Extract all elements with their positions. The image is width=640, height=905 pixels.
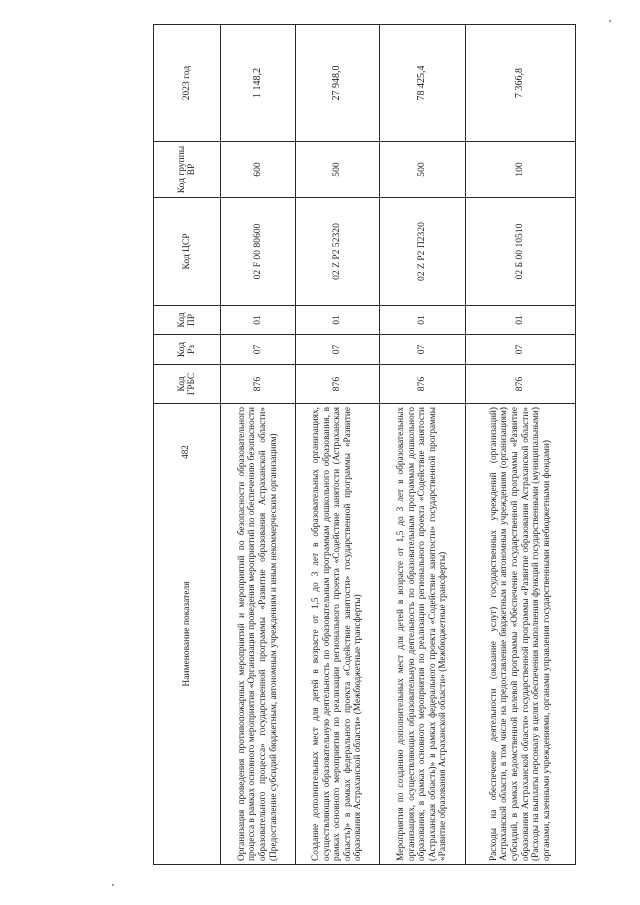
cell-rz: 07 xyxy=(466,335,576,365)
header-name: Наименование показателя xyxy=(154,404,221,865)
cell-grbs: 876 xyxy=(380,365,466,404)
table-header-row xyxy=(154,25,221,865)
header-year: 2023 год xyxy=(154,25,221,142)
header-rz: Код Рз xyxy=(154,335,221,365)
page-number: 482 xyxy=(180,445,190,459)
cell-amount: 7 366,8 xyxy=(466,25,576,142)
header-csr: Код ЦСР xyxy=(154,198,221,306)
cell-rz: 07 xyxy=(296,335,380,365)
cell-vr: 600 xyxy=(221,142,296,198)
scan-speck xyxy=(609,20,611,22)
cell-name: Расходы на обеспечение деятельности (оказание услуг) государственных учреждений (организаций) Астраханской области, в том числе на предоставление бюджетным и автономным учреждениям (организациям) субсидий, в рамках ведомственной целевой программы «Обеспечение государственной программы «Развитие образования Астраханской области» государственной программы «Развитие образования Астраханской области» (Расходы на выплаты персоналу в целях обеспечения выполнения функций государственными (муниципальными) органами, казенными учреждениями, органами управления государственными внебюджетными фондами) xyxy=(466,404,576,865)
cell-pr: 01 xyxy=(466,306,576,335)
cell-amount: 27 948,0 xyxy=(296,25,380,142)
cell-amount: 1 148,2 xyxy=(221,25,296,142)
cell-rz: 07 xyxy=(380,335,466,365)
table-row xyxy=(466,25,576,865)
table-row xyxy=(380,25,466,865)
header-pr: Код ПР xyxy=(154,306,221,335)
cell-vr: 100 xyxy=(466,142,576,198)
cell-name: Организация проведения противопожарных мероприятий и мероприятий по безопасности образовательного процесса в рамках основного мероприятия «Организация проведения мероприятий по обеспечению безопасности образовательного процесса» государственной программы «Развитие образования Астраханской области» (Предоставление субсидий бюджетным, автономным учреждениям и иным некоммерческим организациям) xyxy=(221,404,296,865)
cell-grbs: 876 xyxy=(466,365,576,404)
cell-csr: 02 Z P2 52320 xyxy=(296,198,380,306)
cell-pr: 01 xyxy=(380,306,466,335)
cell-csr: 02 Б 00 10510 xyxy=(466,198,576,306)
table-row xyxy=(296,25,380,865)
scan-speck xyxy=(112,884,114,886)
header-grbs: Код ГРБС xyxy=(154,365,221,404)
cell-amount: 78 425,4 xyxy=(380,25,466,142)
cell-pr: 01 xyxy=(296,306,380,335)
cell-grbs: 876 xyxy=(296,365,380,404)
cell-pr: 01 xyxy=(221,306,296,335)
cell-name: Мероприятия по созданию дополнительных мест для детей в возрасте от 1,5 до 3 лет в образовательных организациях, осуществляющих образовательную деятельность по образовательным программам дошкольного образования, в рамках основного мероприятия по реализации регионального проекта «Содействие занятости (Астраханская область)» в рамках федерального проекта «Содействие занятости» государственной программы «Развитие образования Астраханской области» (Межбюджетные трансферты) xyxy=(380,404,466,865)
header-vr: Код группы ВР xyxy=(154,142,221,198)
cell-csr: 02 F 00 80600 xyxy=(221,198,296,306)
cell-name: Создание дополнительных мест для детей в возрасте от 1,5 до 3 лет в образовательных организациях, осуществляющих образовательную деятельность по образовательным программам дошкольного образования, в рамках основного мероприятия по реализации регионального проекта «Содействие занятости (Астраханская область)» в рамках федерального проекта «Содействие занятости» государственной программы «Развитие образования Астраханской области» (Межбюджетные трансферты) xyxy=(296,404,380,865)
budget-table xyxy=(153,24,576,865)
cell-rz: 07 xyxy=(221,335,296,365)
cell-vr: 500 xyxy=(380,142,466,198)
table-row xyxy=(221,25,296,865)
cell-vr: 500 xyxy=(296,142,380,198)
budget-table-container xyxy=(153,25,552,865)
cell-csr: 02 Z P2 П2320 xyxy=(380,198,466,306)
cell-grbs: 876 xyxy=(221,365,296,404)
